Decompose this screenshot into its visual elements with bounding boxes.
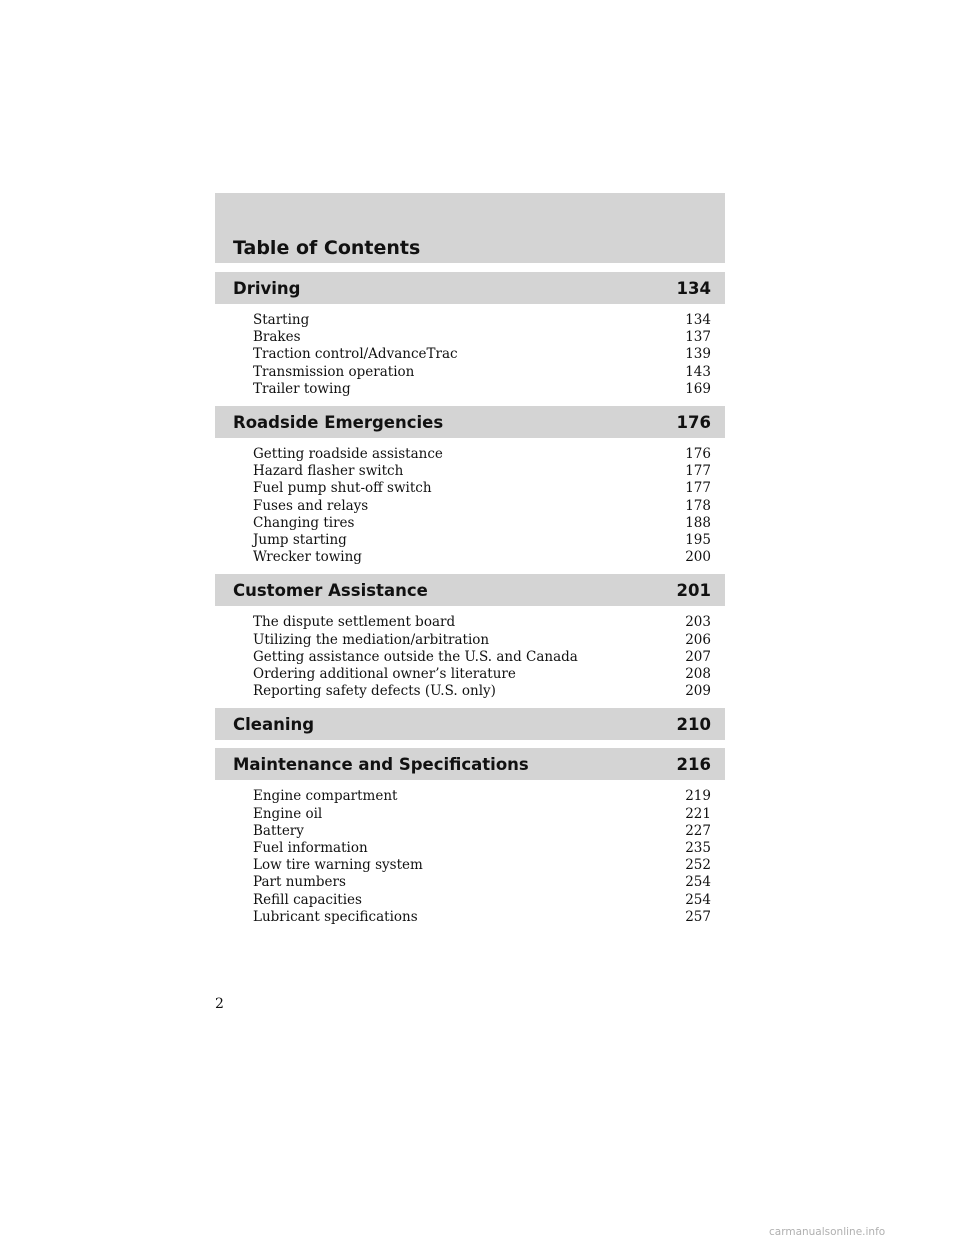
entry-page: 195 bbox=[685, 532, 711, 549]
toc-entry[interactable] bbox=[253, 840, 711, 857]
section-cleaning bbox=[215, 708, 725, 740]
section-page: 216 bbox=[676, 754, 711, 774]
entry-page: 208 bbox=[685, 666, 711, 683]
section-items bbox=[215, 304, 725, 398]
toc-entry[interactable] bbox=[253, 364, 711, 381]
entry-page: 235 bbox=[685, 840, 711, 857]
toc-entry[interactable] bbox=[253, 823, 711, 840]
toc-entry[interactable] bbox=[253, 498, 711, 515]
toc-entry[interactable] bbox=[253, 312, 711, 329]
entry-page: 200 bbox=[685, 549, 711, 566]
toc-entry[interactable] bbox=[253, 549, 711, 566]
toc-entry[interactable] bbox=[253, 649, 711, 666]
section-title: Driving bbox=[233, 278, 301, 298]
entry-page: 139 bbox=[685, 346, 711, 363]
section-roadside-emergencies bbox=[215, 406, 725, 566]
entry-label: Ordering additional owner’s literature bbox=[253, 666, 516, 683]
section-page: 201 bbox=[676, 580, 711, 600]
entry-label: Jump starting bbox=[253, 532, 347, 549]
entry-page: 143 bbox=[685, 363, 711, 380]
entry-page: 176 bbox=[685, 446, 711, 463]
section-heading[interactable] bbox=[215, 574, 725, 606]
entry-label: Fuel pump shut-off switch bbox=[253, 480, 432, 497]
entry-page: 209 bbox=[685, 683, 711, 700]
section-title: Cleaning bbox=[233, 714, 315, 734]
section-items bbox=[215, 780, 725, 926]
entry-label: Engine oil bbox=[253, 805, 323, 822]
section-items bbox=[215, 438, 725, 566]
entry-label: Hazard flasher switch bbox=[253, 463, 404, 480]
entry-page: 227 bbox=[685, 822, 711, 839]
entry-page: 257 bbox=[685, 908, 711, 925]
entry-label: Changing tires bbox=[253, 514, 355, 531]
entry-label: Getting assistance outside the U.S. and Canada bbox=[253, 648, 578, 665]
toc-sections bbox=[215, 272, 725, 934]
toc-entry[interactable] bbox=[253, 683, 711, 700]
toc-entry[interactable] bbox=[253, 515, 711, 532]
section-heading[interactable] bbox=[215, 708, 725, 740]
toc-entry[interactable] bbox=[253, 463, 711, 480]
entry-page: 177 bbox=[685, 463, 711, 480]
toc-entry[interactable] bbox=[253, 788, 711, 805]
entry-label: Fuses and relays bbox=[253, 497, 369, 514]
section-title: Roadside Emergencies bbox=[233, 412, 444, 432]
entry-label: Part numbers bbox=[253, 874, 346, 891]
entry-page: 221 bbox=[685, 805, 711, 822]
entry-label: Lubricant specifications bbox=[253, 908, 418, 925]
entry-page: 134 bbox=[685, 312, 711, 328]
entry-label: The dispute settlement board bbox=[253, 614, 456, 631]
section-items bbox=[215, 606, 725, 700]
section-page: 210 bbox=[676, 714, 711, 734]
section-maintenance-specifications bbox=[215, 748, 725, 926]
toc-entry[interactable] bbox=[253, 909, 711, 926]
section-title: Customer Assistance bbox=[233, 580, 428, 600]
entry-page: 254 bbox=[685, 874, 711, 891]
entry-page: 203 bbox=[685, 614, 711, 631]
toc-entry[interactable] bbox=[253, 666, 711, 683]
entry-page: 206 bbox=[685, 631, 711, 648]
section-heading[interactable] bbox=[215, 272, 725, 304]
entry-page: 188 bbox=[685, 514, 711, 531]
page-title: Table of Contents bbox=[233, 237, 421, 259]
entry-page: 219 bbox=[685, 788, 711, 805]
toc-header bbox=[215, 193, 725, 263]
toc-entry[interactable] bbox=[253, 632, 711, 649]
toc-entry[interactable] bbox=[253, 614, 711, 631]
toc-entry[interactable] bbox=[253, 346, 711, 363]
entry-page: 169 bbox=[685, 380, 711, 397]
section-heading[interactable] bbox=[215, 406, 725, 438]
entry-page: 207 bbox=[685, 648, 711, 665]
page-number: 2 bbox=[215, 996, 224, 1012]
toc-entry[interactable] bbox=[253, 857, 711, 874]
entry-page: 137 bbox=[685, 329, 711, 346]
entry-page: 252 bbox=[685, 857, 711, 874]
entry-label: Engine compartment bbox=[253, 788, 398, 805]
toc-entry[interactable] bbox=[253, 806, 711, 823]
entry-label: Reporting safety defects (U.S. only) bbox=[253, 683, 496, 700]
entry-label: Refill capacities bbox=[253, 891, 362, 908]
toc-entry[interactable] bbox=[253, 874, 711, 891]
toc-entry[interactable] bbox=[253, 381, 711, 398]
entry-label: Utilizing the mediation/arbitration bbox=[253, 631, 490, 648]
section-customer-assistance bbox=[215, 574, 725, 700]
toc-entry[interactable] bbox=[253, 892, 711, 909]
section-title: Maintenance and Specifications bbox=[233, 754, 529, 774]
toc-entry[interactable] bbox=[253, 446, 711, 463]
entry-label: Low tire warning system bbox=[253, 857, 423, 874]
entry-label: Traction control/AdvanceTrac bbox=[253, 346, 458, 363]
toc-entry[interactable] bbox=[253, 329, 711, 346]
entry-label: Brakes bbox=[253, 329, 301, 346]
entry-label: Getting roadside assistance bbox=[253, 446, 443, 463]
section-page: 176 bbox=[676, 412, 711, 432]
entry-label: Battery bbox=[253, 822, 304, 839]
entry-page: 177 bbox=[685, 480, 711, 497]
entry-label: Trailer towing bbox=[253, 380, 351, 397]
entry-label: Wrecker towing bbox=[253, 549, 362, 566]
watermark: carmanualsonline.info bbox=[769, 1226, 886, 1238]
toc-entry[interactable] bbox=[253, 480, 711, 497]
entry-label: Fuel information bbox=[253, 840, 368, 857]
entry-label: Transmission operation bbox=[253, 363, 415, 380]
toc-entry[interactable] bbox=[253, 532, 711, 549]
entry-page: 178 bbox=[685, 497, 711, 514]
section-heading[interactable] bbox=[215, 748, 725, 780]
entry-page: 254 bbox=[685, 891, 711, 908]
section-page: 134 bbox=[676, 278, 711, 298]
entry-label: Starting bbox=[253, 312, 310, 328]
section-driving bbox=[215, 272, 725, 398]
